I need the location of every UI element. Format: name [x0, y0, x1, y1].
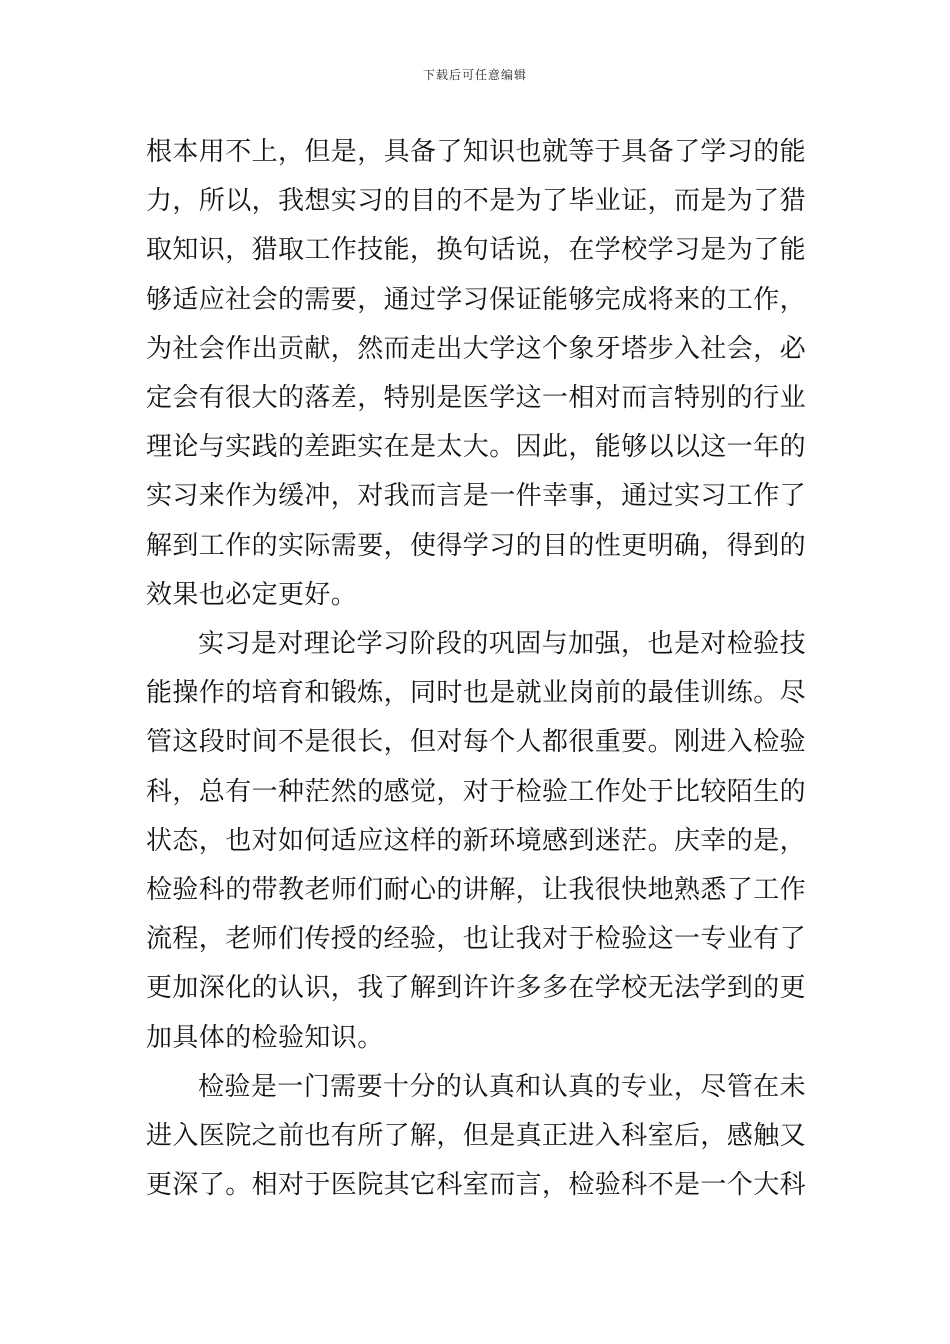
document-body: [146, 128, 806, 1210]
page-header-note: 下载后可任意编辑: [422, 68, 527, 82]
paragraph-continuation: 根本用不上，但是，具备了知识也就等于具备了学习的能力，所以，我想实习的目的不是为了毕业证，而是为了猎取知识，猎取工作技能，换句话说，在学校学习是为了能够适应社会的需要，通过学习保证能够完成将来的工作，为社会作出贡献，然而走出大学这个象牙塔步入社会，必定会有很大的落差，特别是医学这一相对而言特别的行业理论与实践的差距实在是太大。因此，能够以以这一年的实习来作为缓冲，对我而言是一件幸事，通过实习工作了解到工作的实际需要，使得学习的目的性更明确，得到的效果也必定更好。: [146, 137, 807, 610]
paragraph-internship-purpose: 实习是对理论学习阶段的巩固与加强，也是对检验技能操作的培育和锻炼，同时也是就业岗前的最佳训练。尽管这段时间不是很长，但对每个人都很重要。刚进入检验科，总有一种茫然的感觉，对于检验工作处于比较陌生的状态，也对如何适应这样的新环境感到迷茫。庆幸的是，检验科的带教老师们耐心的讲解，让我很快地熟悉了工作流程，老师们传授的经验，也让我对于检验这一专业有了更加深化的认识，我了解到许许多多在学校无法学到的更加具体的检验知识。: [146, 629, 807, 1053]
paragraph-lab-work: 检验是一门需要十分的认真和认真的专业，尽管在未进入医院之前也有所了解，但是真正进入科室后，感触又更深了。相对于医院其它科室而言，检验科不是一个大科: [146, 1071, 807, 1201]
